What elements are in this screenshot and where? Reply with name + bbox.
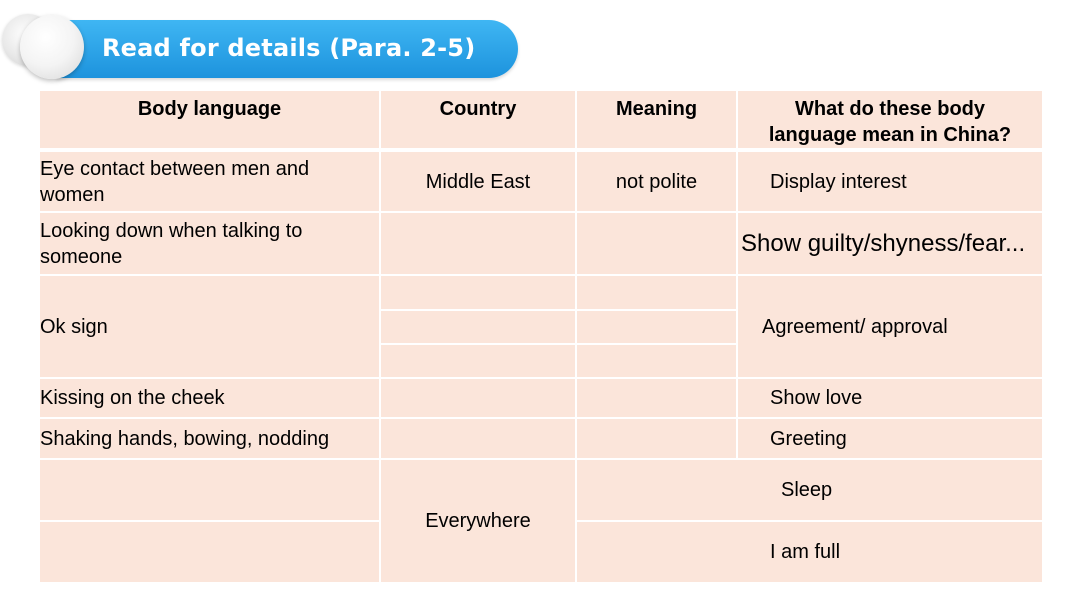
cell-country: Everywhere xyxy=(380,459,576,583)
cell-country xyxy=(380,212,576,275)
cell-china-meaning: I am full xyxy=(576,521,1043,583)
table-row xyxy=(39,459,1043,521)
table-row xyxy=(39,275,1043,310)
cell-country xyxy=(380,344,576,378)
cell-china-meaning: Sleep xyxy=(576,459,1043,521)
cell-china-meaning: Show guilty/shyness/fear... xyxy=(737,212,1043,275)
table-row xyxy=(39,378,1043,418)
cell-meaning xyxy=(576,418,737,459)
table-header-row xyxy=(39,90,1043,150)
cell-country xyxy=(380,378,576,418)
header-china-meaning: What do these body language mean in China? xyxy=(737,90,1043,150)
cell-country xyxy=(380,275,576,310)
table-row xyxy=(39,150,1043,212)
cell-meaning xyxy=(576,212,737,275)
slide-title: Read for details (Para. 2-5) xyxy=(102,34,476,62)
body-language-table xyxy=(38,89,1044,584)
cell-body-language: Kissing on the cheek xyxy=(39,378,380,418)
cell-china-meaning: Greeting xyxy=(737,418,1043,459)
cell-body-language: Looking down when talking to someone xyxy=(39,212,380,275)
cell-china-meaning: Show love xyxy=(737,378,1043,418)
cell-meaning xyxy=(576,275,737,310)
table-row xyxy=(39,212,1043,275)
cell-body-language xyxy=(39,521,380,583)
cell-meaning xyxy=(576,344,737,378)
header-body-language: Body language xyxy=(39,90,380,150)
cell-meaning: not polite xyxy=(576,150,737,212)
cell-body-language xyxy=(39,459,380,521)
table-row xyxy=(39,418,1043,459)
cell-country: Middle East xyxy=(380,150,576,212)
cell-meaning xyxy=(576,310,737,344)
cell-country xyxy=(380,418,576,459)
title-banner xyxy=(56,20,518,78)
header-meaning: Meaning xyxy=(576,90,737,150)
cell-meaning xyxy=(576,378,737,418)
decorative-circle-front xyxy=(20,15,84,79)
cell-body-language: Ok sign xyxy=(39,275,380,378)
cell-body-language: Shaking hands, bowing, nodding xyxy=(39,418,380,459)
cell-country xyxy=(380,310,576,344)
cell-body-language: Eye contact between men and women xyxy=(39,150,380,212)
cell-china-meaning: Agreement/ approval xyxy=(737,275,1043,378)
cell-china-meaning: Display interest xyxy=(737,150,1043,212)
header-country: Country xyxy=(380,90,576,150)
details-table-container xyxy=(38,89,1042,584)
